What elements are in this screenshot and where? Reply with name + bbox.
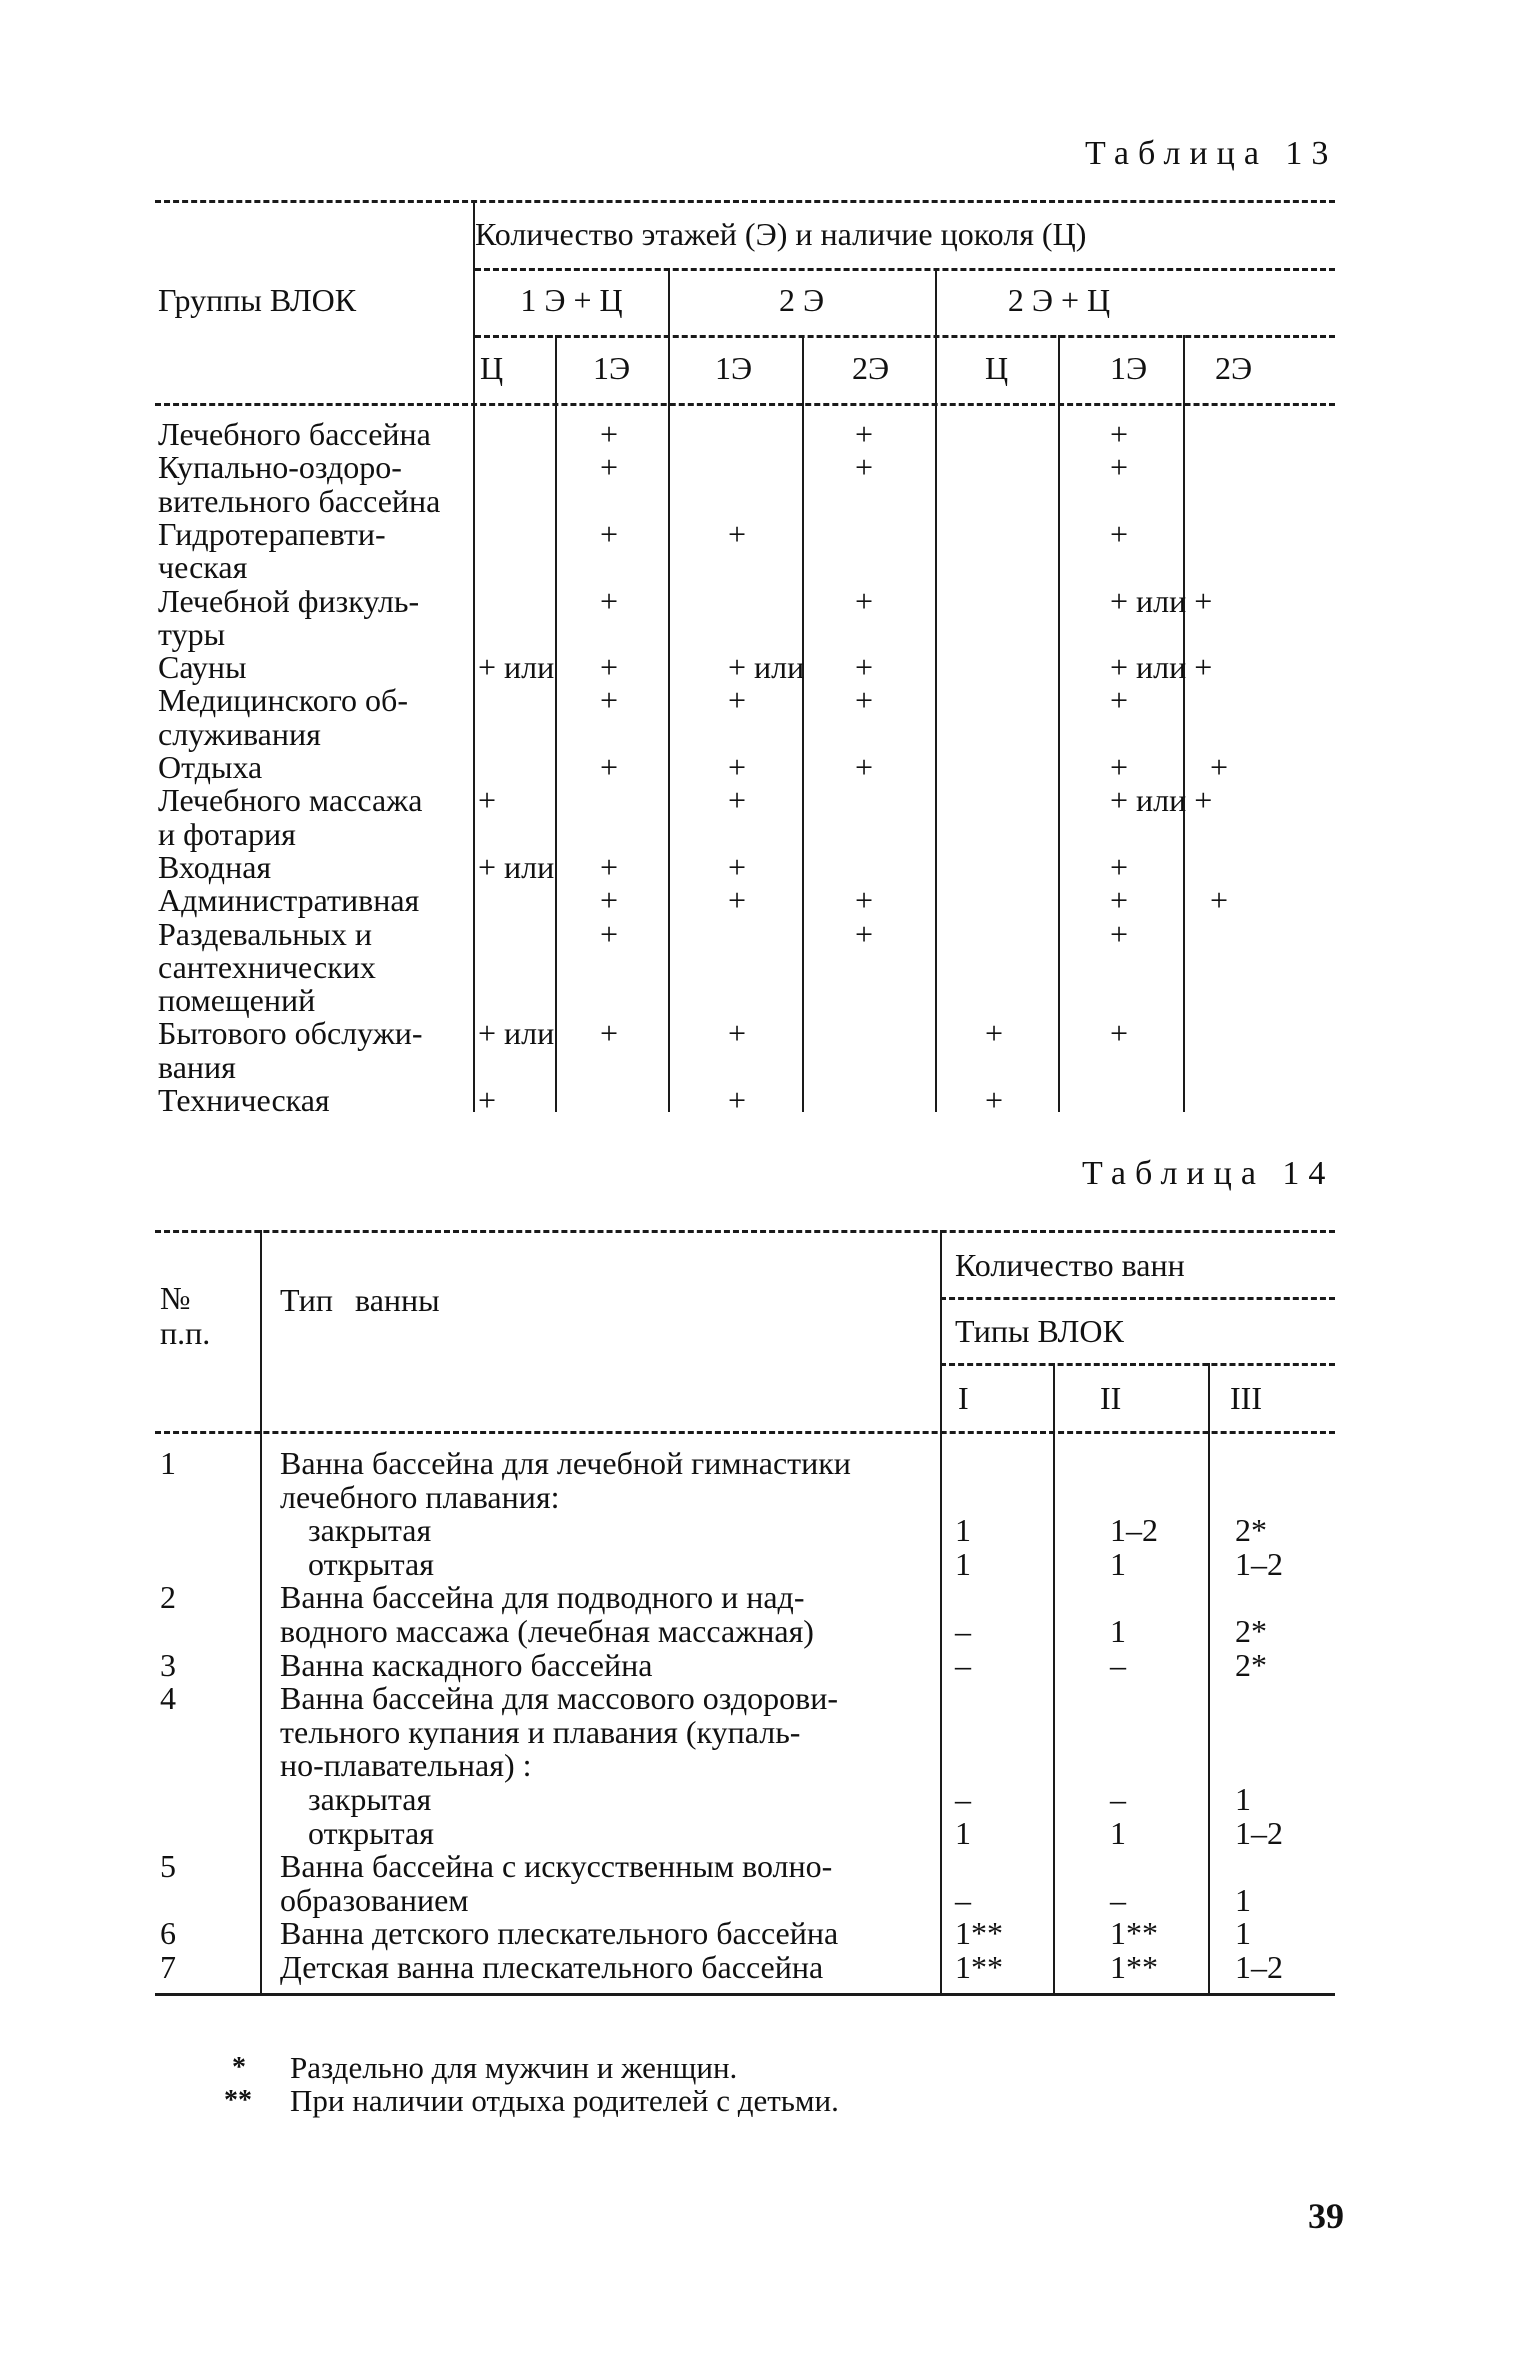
footnote-1-text: Раздельно для мужчин и женщин. [290,2050,738,2085]
t13-vline-label [473,200,475,1112]
t13-cell-mark: + [728,682,747,719]
t13-cell-mark: + [985,1082,1004,1118]
t14-vline-2 [1208,1363,1210,1993]
t14-row-text: Ванна каскадного бассейна [280,1646,653,1683]
t13-cell-mark: + [600,416,619,452]
t13-row-label: помещений [158,982,316,1019]
t13-cell-mark: + [728,848,747,885]
t14-bottom-rule [155,1993,1335,1996]
t14-header-rule-2 [940,1363,1335,1366]
t13-subcol-2: 1Э [592,350,631,386]
t13-row-label: служивания [158,715,321,752]
t13-cell-mark: + [600,749,619,785]
t14-cell-value: 1–2 [1235,1814,1283,1851]
t13-cell-mark: + [855,582,874,619]
t14-cell-value: – [1110,1646,1126,1683]
t14-cell-value: – [955,1613,971,1649]
t13-cell-mark: + [600,915,619,952]
t13-cell-mark: + [1210,882,1229,919]
t13-cell-mark: + или [478,1015,555,1052]
page-number: 39 [1308,2196,1344,2236]
t13-cell-mark: + [1110,848,1129,885]
t13-row-label: и фотария [158,815,296,852]
t14-cell-value: 1 [1235,1915,1251,1952]
t13-row-header: Группы ВЛОК [158,282,357,318]
t13-row-label: Входная [158,848,272,885]
footnote-2-mark: ** [224,2085,252,2116]
t13-row-label: туры [158,615,226,652]
t14-cell-value: 2* [1235,1512,1267,1549]
t13-row-label: Гидротерапевти- [158,515,386,552]
t14-type-header: Тип ванны [280,1282,440,1318]
t14-row-text: Ванна бассейна для массового оздорови- [280,1680,838,1717]
t13-cell-mark: + [728,1015,747,1052]
t14-row-text: открытая [308,1545,434,1582]
t13-cell-mark: + [600,449,619,486]
t13-cell-mark: + или [478,649,555,686]
t13-group-1: 1 Э + Ц [520,282,623,318]
t13-cell-mark: + [600,1015,619,1052]
t13-row-label: Техническая [158,1082,330,1118]
t13-cell-mark: + [600,882,619,919]
t14-cell-value: 1** [1110,1949,1158,1985]
t14-row-text: образованием [280,1881,469,1918]
t14-cell-value: 1** [955,1915,1003,1952]
t14-row-num: 3 [160,1646,176,1683]
t13-cell-mark: + [600,515,619,552]
t13-cell-mark: + [600,848,619,885]
t14-row-text: но-плавательная) : [280,1747,532,1784]
t13-row-label: Лечебного бассейна [158,416,431,452]
t13-cell-mark: + [855,682,874,719]
t14-num-header-2: п.п. [160,1315,211,1351]
t13-subcol-1: Ц [480,350,504,386]
t13-cell-mark: + [855,416,874,452]
t14-cell-value: 1 [1110,1613,1126,1649]
t14-row-text: лечебного плавания: [280,1478,560,1515]
t14-row-text: закрытая [308,1781,432,1817]
t13-row-label: ческая [158,549,248,586]
t14-row-text: Ванна бассейна для лечебной гимнастики [280,1445,851,1481]
t13-subcol-3: 1Э [715,350,753,386]
t14-cell-value: 1 [1110,1545,1126,1582]
t14-row-text: Ванна детского плескательного бассейна [280,1915,839,1952]
t13-col-group-header: Количество этажей (Э) и наличие цоколя (Ц) [475,216,1087,252]
t13-header-bottom-rule [155,403,1335,406]
t13-cell-mark: + [1210,749,1229,785]
table13-caption: Таблица 13 [1085,135,1338,172]
t13-cell-mark: + [855,449,874,486]
t13-row-label: вания [158,1048,236,1085]
t14-cell-value: – [955,1781,971,1817]
t13-cell-mark: + [1110,749,1129,785]
t14-cell-value: 1 [955,1814,971,1851]
t13-subcol-5: Ц [985,350,1009,386]
t13-cell-mark: + [478,1082,497,1118]
t14-row-text: тельного купания и плавания (купаль- [280,1713,801,1750]
t13-subcol-4: 2Э [852,350,890,386]
t14-cell-value: 1 [955,1512,971,1549]
t13-header-rule-1 [475,268,1335,271]
t13-row-label: Бытового обслужи- [158,1015,423,1052]
t13-row-label: Отдыха [158,749,263,785]
t13-row-label: Лечебной физкуль- [158,582,420,619]
t13-cell-mark: + [728,515,747,552]
t13-cell-mark: + [728,782,747,819]
footnote-1-mark: * [232,2052,246,2083]
t13-group-2: 2 Э [778,282,825,318]
t13-cell-mark: + [1110,449,1129,486]
t14-cell-value: 2* [1235,1646,1267,1683]
t14-cell-value: 1 [1235,1781,1251,1817]
t13-cell-mark: + или + [1110,582,1213,619]
t13-vline-6 [1183,335,1185,1112]
t14-row-num: 6 [160,1915,176,1952]
t13-cell-mark: + или + [1110,649,1213,686]
t14-row-text: открытая [308,1814,434,1851]
t14-row-num: 2 [160,1579,176,1616]
t14-cell-value: 1–2 [1110,1512,1158,1549]
t14-cell-value: – [1110,1781,1126,1817]
t13-cell-mark: + [728,882,747,919]
t13-cell-mark: + [600,582,619,619]
t14-vline-type [940,1230,942,1993]
t13-cell-mark: + [855,649,874,686]
t13-cell-mark: + [985,1015,1004,1052]
t14-row-text: водного массажа (лечебная массажная) [280,1613,814,1649]
t14-row-num: 7 [160,1949,176,1985]
t13-cell-mark: + [855,915,874,952]
t14-num-header-1: № [160,1280,191,1316]
t14-cell-value: 1 [955,1545,971,1582]
t14-type-II: II [1100,1380,1122,1416]
t14-cell-value: 1** [1110,1915,1158,1952]
t13-cell-mark: + [478,782,497,819]
t13-cell-mark: + или [478,848,555,885]
t13-row-label: Лечебного массажа [158,782,423,819]
t13-row-label: вительного бассейна [158,482,441,519]
t13-row-label: Купально-оздоро- [158,449,402,486]
t14-cell-value: – [955,1646,971,1683]
t13-cell-mark: + [1110,1015,1129,1052]
t14-row-text: Детская ванна плескательного бассейна [280,1949,824,1985]
t13-subcol-7: 2Э [1215,350,1253,386]
t13-row-label: Медицинского об- [158,682,408,719]
t13-cell-mark: + [1110,915,1129,952]
t13-subcol-6: 1Э [1110,350,1148,386]
t14-types-header: Типы ВЛОК [955,1313,1124,1349]
t14-row-text: Ванна бассейна с искусственным волно- [280,1848,833,1885]
t13-vline-5 [1058,335,1060,1112]
t13-vline-1 [555,335,557,1112]
t13-cell-mark: + [855,882,874,919]
t13-vline-3 [802,335,804,1112]
t13-vline-2 [668,268,670,1112]
t13-cell-mark: + [728,749,747,785]
t13-top-rule [155,200,1335,203]
t14-vline-num [260,1230,262,1993]
t14-row-num: 1 [160,1445,176,1481]
t13-cell-mark: + [855,749,874,785]
t14-cell-value: 1** [955,1949,1003,1985]
t13-cell-mark: + [1110,515,1129,552]
t14-cell-value: – [1110,1881,1126,1918]
t13-cell-mark: + [1110,682,1129,719]
t13-cell-mark: + [600,682,619,719]
t14-type-I: I [958,1380,969,1416]
footnote-2-text: При наличии отдыха родителей с детьми. [290,2083,839,2118]
t14-row-num: 5 [160,1848,176,1885]
t14-row-text: закрытая [308,1512,432,1549]
t13-cell-mark: + или + [1110,782,1213,819]
t13-group-3: 2 Э + Ц [1007,282,1111,318]
t13-row-label: Раздевальных и [158,915,373,952]
table14-caption: Таблица 14 [1082,1155,1335,1192]
t13-header-rule-2 [475,335,1335,338]
t14-cell-value: – [955,1881,971,1918]
t14-header-rule-1 [940,1297,1335,1300]
t13-cell-mark: + [1110,882,1129,919]
t14-count-header: Количество ванн [955,1247,1185,1283]
t13-cell-mark: + [728,1082,747,1118]
t14-cell-value: 1–2 [1235,1949,1283,1985]
t14-vline-1 [1053,1363,1055,1993]
t14-row-num: 4 [160,1680,176,1717]
t14-cell-value: 2* [1235,1613,1267,1649]
t13-cell-mark: + [600,649,619,686]
t13-cell-mark: + или [728,649,805,686]
t14-cell-value: 1 [1110,1814,1126,1851]
t14-cell-value: 1–2 [1235,1545,1283,1582]
t13-row-label: сантехнических [158,948,376,985]
t13-cell-mark: + [1110,416,1129,452]
t14-cell-value: 1 [1235,1881,1251,1918]
t13-row-label: Сауны [158,649,247,686]
t14-top-rule [155,1230,1335,1233]
t14-row-text: Ванна бассейна для подводного и над- [280,1579,805,1616]
t13-vline-4 [935,268,937,1112]
t14-type-III: III [1230,1380,1262,1416]
t14-header-bottom-rule [155,1431,1335,1434]
t13-row-label: Административная [158,882,420,919]
